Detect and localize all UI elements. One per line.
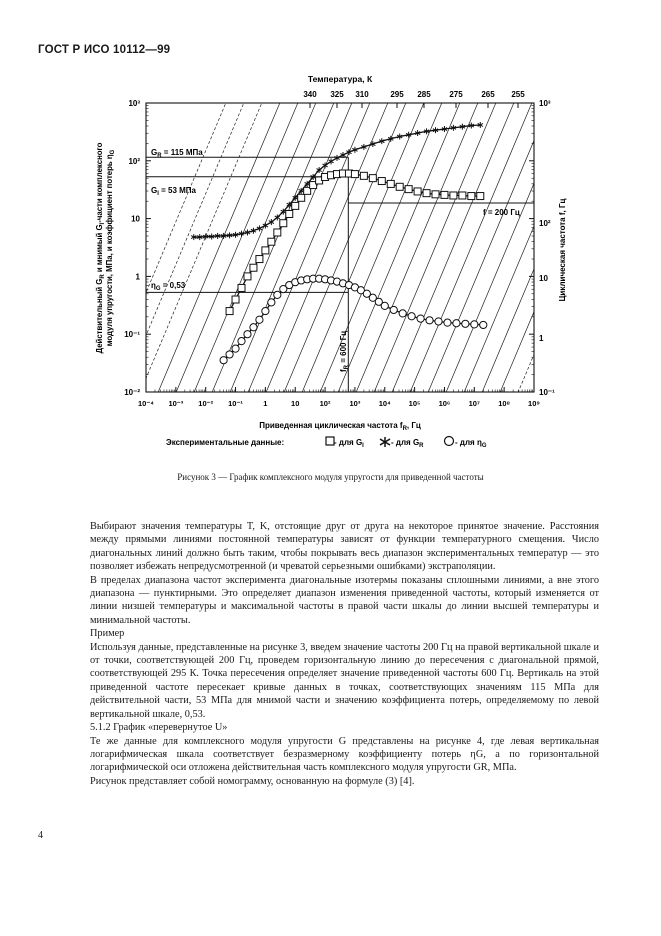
paragraph-4: Используя данные, представленные на рисунке 3, введем значение частоты 200 Гц на правой вертикальной шкале и от точки, соответствующей 200 Гц, проведем горизонтальную линию до пересечения с диагональной прямой, соответствующей 295 К. Точка пересечения определяет значение приведенной частоты 600 Гц. Вертикаль на этой приведенной частоте пересекает кривые данных в точках, соответствующих значениям 115 МПа для действительной части, 53 МПа для мнимой части и значению коэффициента потерь, определяемому по левой вертикальной шкале, 0,53.: [90, 641, 599, 720]
isotherm-line: [100, 93, 230, 402]
paragraph-2: В пределах диапазона частот эксперимента диагональные изотермы показаны сплошными линиями, а вне этого диапазона — пунктирными. Это определяет диапазон изменения приведенной частоты, который изменяется от линии низшей температуры и максимальной частоты в правой части шкалы до линии высшей температуры и минимальной частоты.: [90, 574, 599, 626]
marker-circle: [444, 319, 451, 326]
marker-square: [250, 264, 257, 271]
marker-circle: [226, 351, 233, 358]
figure-caption: Рисунок 3 — График комплексного модуля упругости для приведенной частоты: [177, 472, 484, 482]
top-tick-label: 275: [449, 90, 463, 99]
right-tick-label: 1: [539, 334, 544, 343]
marker-square: [432, 191, 439, 198]
right-tick-label: 10⁻¹: [539, 388, 555, 397]
marker-asterisk: [328, 158, 333, 164]
left-tick-label: 10²: [128, 156, 140, 166]
legend-gi: - для $G_I$: [334, 438, 364, 449]
page-number: 4: [38, 830, 43, 841]
bottom-tick-label: 10: [291, 399, 300, 408]
marker-square: [477, 193, 484, 200]
bottom-tick-label: 10⁵: [408, 399, 421, 408]
bottom-tick-label: 10⁴: [378, 399, 391, 408]
marker-square: [405, 186, 412, 193]
isotherm-line: [334, 93, 464, 402]
marker-circle: [238, 338, 245, 345]
marker-square: [238, 284, 245, 291]
legend: [166, 437, 487, 450]
legend-prefix: Экспериментальные данные:: [166, 438, 285, 447]
marker-square: [441, 191, 448, 198]
marker-circle: [399, 310, 406, 317]
marker-square: [256, 256, 263, 263]
left-tick-label: 10⁻¹: [124, 330, 140, 340]
label-f-200: f = 200 Гц: [483, 208, 520, 217]
top-tick-label: 255: [511, 90, 525, 99]
marker-square: [298, 194, 305, 201]
marker-circle: [453, 320, 460, 327]
marker-square: [423, 190, 430, 197]
marker-circle: [480, 321, 487, 328]
marker-circle: [268, 299, 275, 306]
bottom-tick-label: 10⁸: [498, 399, 511, 408]
top-tick-label: 265: [481, 90, 495, 99]
marker-square: [414, 188, 421, 195]
isotherm-line: [460, 93, 590, 402]
isotherm-line: [136, 93, 266, 402]
data-markers: [191, 122, 487, 364]
marker-circle: [274, 291, 281, 298]
right-tick-label: 10²: [539, 219, 551, 228]
right-axis-title: Циклическая частота f, Гц: [558, 198, 567, 302]
square-marker-icon: [326, 437, 334, 445]
marker-square: [244, 273, 251, 280]
bottom-tick-label: 10³: [349, 399, 361, 408]
section-heading: 5.1.2 График «перевернутое U»: [90, 722, 228, 734]
left-tick-label: 10: [131, 214, 140, 224]
top-axis-title: Температура, К: [307, 74, 373, 84]
isotherm-line: [172, 93, 302, 402]
bottom-tick-label: 10⁹: [528, 399, 540, 408]
isotherm-line: [190, 93, 320, 402]
bottom-tick-label: 10⁻³: [168, 399, 184, 408]
marker-circle: [426, 317, 433, 324]
top-tick-label: 285: [417, 90, 431, 99]
legend-gr: - для $G_R$: [391, 438, 424, 449]
marker-square: [351, 171, 358, 178]
left-tick-label: 10⁻²: [124, 388, 140, 397]
marker-square: [268, 238, 275, 245]
marker-circle: [232, 345, 239, 352]
paragraph-6: Те же данные для комплексного модуля упругости G представлены на рисунке 4, где левая вертикальная логарифмическая шкала соответствует безразмерному коэффициенту потерь ηG, а по горизонтальной логарифмической оси отложена действительная часть комплексного модуля упругости GR, МПа.: [90, 735, 599, 774]
isotherm-line: [532, 93, 661, 402]
body-text: [90, 520, 599, 788]
bottom-tick-label: 10⁶: [438, 399, 451, 408]
bottom-tick-label: 10²: [319, 399, 331, 408]
marker-square: [369, 175, 376, 182]
isotherm-line: [262, 93, 392, 402]
label-eta-053: $\eta_G = 0,53$: [151, 281, 186, 292]
marker-square: [387, 180, 394, 187]
marker-circle: [220, 357, 227, 364]
isotherm-line: [298, 93, 428, 402]
left-tick-label: 1: [135, 272, 140, 282]
left-tick-label: 10³: [128, 99, 140, 108]
circle-marker-icon: [445, 437, 454, 446]
marker-square: [468, 193, 475, 200]
marker-square: [450, 192, 457, 199]
marker-circle: [462, 320, 469, 327]
legend-eta: - для $\eta_G$: [455, 438, 487, 449]
paragraph-example: Пример: [90, 628, 125, 640]
marker-circle: [408, 313, 415, 320]
top-tick-label: 325: [330, 90, 344, 99]
right-tick-label: 10³: [539, 99, 551, 108]
marker-circle: [381, 302, 388, 309]
isotherm-line: [316, 93, 446, 402]
marker-square: [360, 172, 367, 179]
top-tick-label: 340: [303, 90, 317, 99]
marker-circle: [390, 306, 397, 313]
marker-square: [286, 210, 293, 217]
marker-square: [280, 220, 287, 227]
label-gr-115: $G_R = 115$ МПа: [151, 148, 203, 159]
label-fr-600: $f_R = 600$ Гц: [339, 330, 350, 372]
bottom-tick-label: 10⁻⁴: [137, 399, 155, 408]
marker-asterisk: [346, 149, 351, 155]
document-header: ГОСТ Р ИСО 10112—99: [38, 44, 171, 56]
marker-square: [292, 202, 299, 209]
marker-circle: [435, 318, 442, 325]
marker-circle: [244, 331, 251, 338]
marker-circle: [471, 321, 478, 328]
marker-square: [226, 308, 233, 315]
marker-circle: [262, 307, 269, 314]
paragraph-7: Рисунок представляет собой номограмму, основанную на формуле (3) [4].: [90, 775, 415, 787]
top-tick-label: 310: [355, 90, 369, 99]
isotherm-line: [352, 93, 482, 402]
marker-asterisk: [334, 155, 339, 161]
isotherm-line: [226, 93, 356, 402]
asterisk-marker-icon: [380, 437, 390, 447]
left-axis-title-line1: Действительный $G_R$ и мнимый $G_I$-части комплексного: [95, 142, 106, 354]
marker-square: [232, 296, 239, 303]
marker-circle: [417, 315, 424, 322]
bottom-tick-label: 1: [263, 399, 268, 408]
marker-square: [396, 183, 403, 190]
marker-square: [262, 247, 269, 254]
bottom-tick-label: 10⁻¹: [228, 399, 243, 408]
marker-square: [274, 229, 281, 236]
bottom-tick-label: 10⁷: [468, 399, 481, 408]
paragraph-1: Выбирают значения температуры T, K, отстоящие друг от друга на некоторое принятое значение. Расстояния между прямыми линиями постоянной температуры зависят от функции температурного смещения. Число диагональных линий должно быть таким, чтобы покрывать весь диапазон экспериментальных температур — это позволяет избежать непредусмотренной (и чреватой серьезными ошибками) экстраполяции.: [90, 521, 599, 573]
marker-circle: [256, 316, 263, 323]
top-tick-label: 295: [390, 90, 404, 99]
isotherm-line: [478, 93, 608, 402]
marker-square: [459, 192, 466, 199]
bottom-tick-label: 10⁻²: [198, 399, 214, 408]
right-tick-label: 10: [539, 274, 548, 283]
isotherm-line: [442, 93, 572, 402]
isotherm-line: [406, 93, 536, 402]
isotherm-lines: [100, 93, 661, 402]
marker-square: [378, 178, 385, 185]
label-gi-53: $G_I = 53$ МПа: [151, 186, 197, 197]
marker-circle: [250, 324, 257, 331]
isotherm-line: [388, 93, 518, 402]
bottom-axis-title: Приведенная циклическая частота $f_R$, Гц: [259, 421, 421, 432]
left-axis-title-line2: модуля упругости, МПа, и коэффициент потерь $\eta_G$: [105, 149, 116, 347]
